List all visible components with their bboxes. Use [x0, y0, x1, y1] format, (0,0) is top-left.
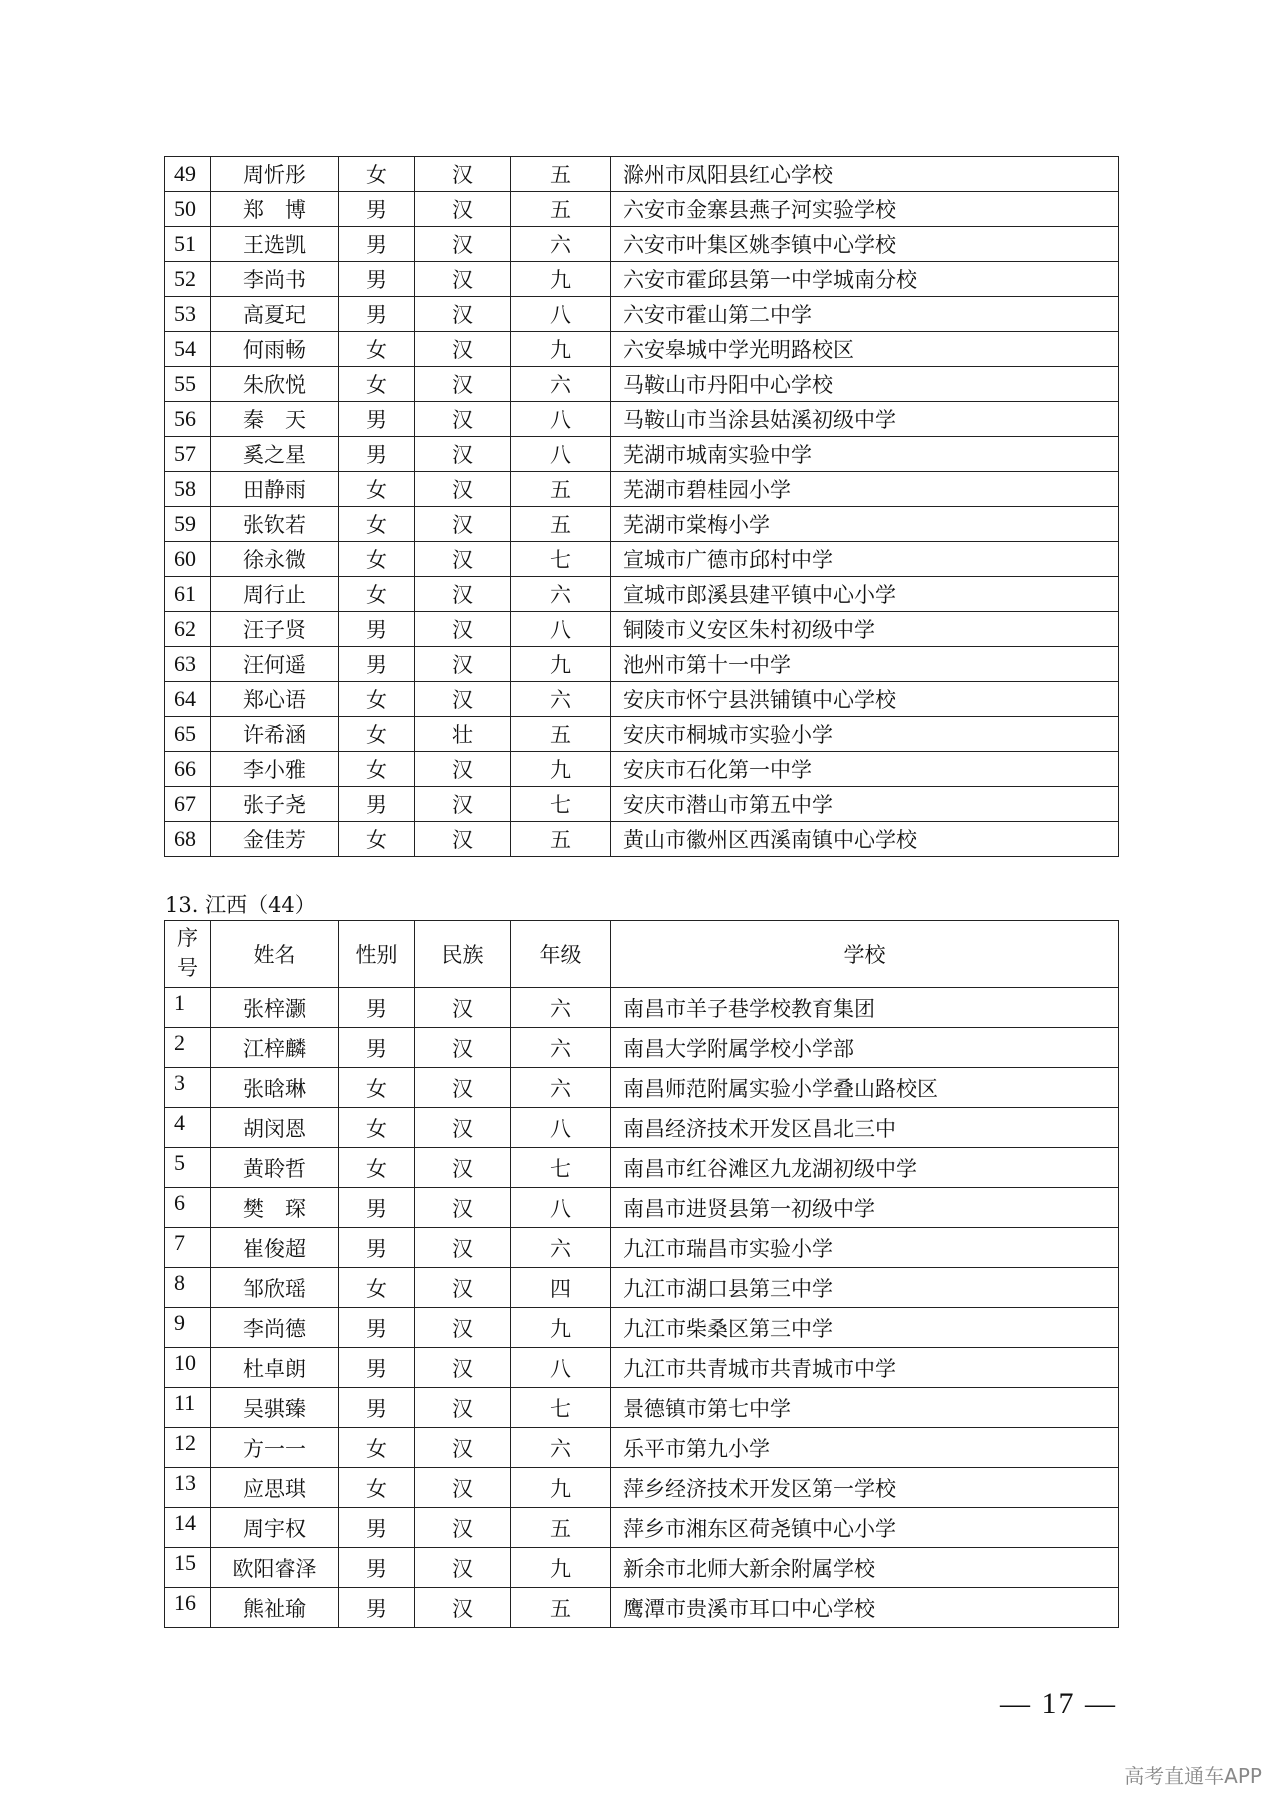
- cell-name: 王选凯: [211, 227, 339, 262]
- cell-seq: 9: [165, 1308, 211, 1348]
- cell-name: 郑心语: [211, 682, 339, 717]
- cell-grade: 五: [511, 192, 611, 227]
- cell-seq: 57: [165, 437, 211, 472]
- table-row: [165, 1588, 1119, 1628]
- cell-ethnicity: 汉: [415, 437, 511, 472]
- cell-grade: 五: [511, 1588, 611, 1628]
- cell-seq: 1: [165, 988, 211, 1028]
- table-row: [165, 297, 1119, 332]
- cell-school: 新余市北师大新余附属学校: [611, 1548, 1119, 1588]
- table-row: [165, 367, 1119, 402]
- cell-grade: 八: [511, 1188, 611, 1228]
- cell-name: 应思琪: [211, 1468, 339, 1508]
- cell-grade: 五: [511, 822, 611, 857]
- cell-school: 南昌师范附属实验小学叠山路校区: [611, 1068, 1119, 1108]
- watermark: 高考直通车APP: [1124, 1764, 1262, 1788]
- cell-grade: 八: [511, 437, 611, 472]
- cell-school: 九江市湖口县第三中学: [611, 1268, 1119, 1308]
- cell-ethnicity: 汉: [415, 472, 511, 507]
- cell-school: 马鞍山市丹阳中心学校: [611, 367, 1119, 402]
- cell-name: 周宇权: [211, 1508, 339, 1548]
- cell-ethnicity: 汉: [415, 1148, 511, 1188]
- cell-seq: 12: [165, 1428, 211, 1468]
- table-row: [165, 192, 1119, 227]
- cell-grade: 四: [511, 1268, 611, 1308]
- table-row: [165, 1068, 1119, 1108]
- header-seq-line2: 号: [177, 956, 198, 980]
- cell-ethnicity: 汉: [415, 1308, 511, 1348]
- cell-school: 安庆市潜山市第五中学: [611, 787, 1119, 822]
- cell-gender: 男: [339, 1188, 415, 1228]
- cell-gender: 男: [339, 192, 415, 227]
- cell-grade: 七: [511, 787, 611, 822]
- table-row: [165, 402, 1119, 437]
- cell-ethnicity: 汉: [415, 647, 511, 682]
- cell-seq: 52: [165, 262, 211, 297]
- cell-seq: 66: [165, 752, 211, 787]
- cell-name: 汪子贤: [211, 612, 339, 647]
- cell-ethnicity: 汉: [415, 1268, 511, 1308]
- cell-gender: 男: [339, 1348, 415, 1388]
- table-row: [165, 262, 1119, 297]
- cell-grade: 八: [511, 297, 611, 332]
- table-row: [165, 1348, 1119, 1388]
- cell-name: 方一一: [211, 1428, 339, 1468]
- cell-grade: 五: [511, 1508, 611, 1548]
- cell-gender: 女: [339, 752, 415, 787]
- cell-ethnicity: 汉: [415, 1108, 511, 1148]
- cell-school: 宣城市郎溪县建平镇中心小学: [611, 577, 1119, 612]
- cell-school: 鹰潭市贵溪市耳口中心学校: [611, 1588, 1119, 1628]
- cell-gender: 女: [339, 507, 415, 542]
- table-row: [165, 1508, 1119, 1548]
- cell-seq: 61: [165, 577, 211, 612]
- table-row: [165, 1548, 1119, 1588]
- table-row: [165, 612, 1119, 647]
- cell-ethnicity: 壮: [415, 717, 511, 752]
- cell-seq: 49: [165, 157, 211, 192]
- cell-name: 杜卓朗: [211, 1348, 339, 1388]
- header-seq-line1: 序: [177, 926, 198, 950]
- page-number: — 17 —: [1000, 1687, 1117, 1720]
- cell-seq: 4: [165, 1108, 211, 1148]
- header-name: 姓名: [211, 921, 339, 988]
- cell-ethnicity: 汉: [415, 787, 511, 822]
- cell-seq: 15: [165, 1548, 211, 1588]
- cell-ethnicity: 汉: [415, 612, 511, 647]
- cell-grade: 六: [511, 367, 611, 402]
- cell-name: 李尚书: [211, 262, 339, 297]
- cell-grade: 九: [511, 1308, 611, 1348]
- cell-school: 南昌经济技术开发区昌北三中: [611, 1108, 1119, 1148]
- cell-grade: 六: [511, 1068, 611, 1108]
- cell-seq: 6: [165, 1188, 211, 1228]
- header-gender: 性别: [339, 921, 415, 988]
- table-header-row: [165, 921, 1119, 988]
- table-row: [165, 988, 1119, 1028]
- cell-grade: 九: [511, 1468, 611, 1508]
- table-row: [165, 332, 1119, 367]
- header-seq: [165, 921, 211, 988]
- table-row: [165, 1388, 1119, 1428]
- cell-gender: 男: [339, 1508, 415, 1548]
- cell-ethnicity: 汉: [415, 1028, 511, 1068]
- cell-gender: 男: [339, 1028, 415, 1068]
- cell-seq: 50: [165, 192, 211, 227]
- cell-seq: 7: [165, 1228, 211, 1268]
- cell-name: 奚之星: [211, 437, 339, 472]
- cell-ethnicity: 汉: [415, 682, 511, 717]
- cell-seq: 14: [165, 1508, 211, 1548]
- cell-name: 熊祉瑜: [211, 1588, 339, 1628]
- cell-name: 黄聆哲: [211, 1148, 339, 1188]
- cell-gender: 女: [339, 367, 415, 402]
- cell-school: 南昌大学附属学校小学部: [611, 1028, 1119, 1068]
- cell-ethnicity: 汉: [415, 988, 511, 1028]
- cell-name: 胡闵恩: [211, 1108, 339, 1148]
- cell-gender: 女: [339, 1428, 415, 1468]
- cell-school: 六安皋城中学光明路校区: [611, 332, 1119, 367]
- cell-school: 铜陵市义安区朱村初级中学: [611, 612, 1119, 647]
- cell-grade: 七: [511, 1388, 611, 1428]
- cell-grade: 六: [511, 1428, 611, 1468]
- cell-name: 汪何遥: [211, 647, 339, 682]
- cell-grade: 六: [511, 227, 611, 262]
- cell-gender: 男: [339, 437, 415, 472]
- cell-name: 金佳芳: [211, 822, 339, 857]
- table-row: [165, 1308, 1119, 1348]
- cell-gender: 女: [339, 682, 415, 717]
- cell-ethnicity: 汉: [415, 752, 511, 787]
- cell-name: 秦 天: [211, 402, 339, 437]
- cell-name: 吴骐臻: [211, 1388, 339, 1428]
- cell-school: 芜湖市城南实验中学: [611, 437, 1119, 472]
- cell-gender: 女: [339, 542, 415, 577]
- cell-seq: 64: [165, 682, 211, 717]
- cell-gender: 男: [339, 262, 415, 297]
- cell-gender: 女: [339, 1268, 415, 1308]
- header-school: 学校: [611, 921, 1119, 988]
- roster-table-body: [165, 157, 1119, 857]
- cell-name: 江梓麟: [211, 1028, 339, 1068]
- cell-grade: 七: [511, 542, 611, 577]
- cell-grade: 九: [511, 647, 611, 682]
- cell-ethnicity: 汉: [415, 542, 511, 577]
- cell-ethnicity: 汉: [415, 402, 511, 437]
- cell-school: 安庆市桐城市实验小学: [611, 717, 1119, 752]
- header-grade: 年级: [511, 921, 611, 988]
- cell-gender: 女: [339, 1468, 415, 1508]
- cell-seq: 3: [165, 1068, 211, 1108]
- cell-ethnicity: 汉: [415, 1508, 511, 1548]
- cell-gender: 男: [339, 1588, 415, 1628]
- cell-gender: 男: [339, 988, 415, 1028]
- table-row: [165, 787, 1119, 822]
- table-row: [165, 542, 1119, 577]
- cell-school: 六安市霍邱县第一中学城南分校: [611, 262, 1119, 297]
- cell-grade: 九: [511, 332, 611, 367]
- cell-school: 景德镇市第七中学: [611, 1388, 1119, 1428]
- cell-school: 南昌市进贤县第一初级中学: [611, 1188, 1119, 1228]
- cell-name: 高夏玘: [211, 297, 339, 332]
- cell-name: 许希涵: [211, 717, 339, 752]
- cell-name: 周忻彤: [211, 157, 339, 192]
- cell-seq: 10: [165, 1348, 211, 1388]
- cell-school: 池州市第十一中学: [611, 647, 1119, 682]
- cell-grade: 七: [511, 1148, 611, 1188]
- section-title-jiangxi: 13. 江西（44）: [165, 893, 316, 917]
- cell-school: 六安市叶集区姚李镇中心学校: [611, 227, 1119, 262]
- cell-name: 朱欣悦: [211, 367, 339, 402]
- cell-grade: 五: [511, 717, 611, 752]
- table-row: [165, 1228, 1119, 1268]
- cell-name: 周行止: [211, 577, 339, 612]
- table-row: [165, 1468, 1119, 1508]
- cell-name: 徐永微: [211, 542, 339, 577]
- cell-name: 欧阳睿泽: [211, 1548, 339, 1588]
- cell-seq: 60: [165, 542, 211, 577]
- cell-gender: 女: [339, 472, 415, 507]
- cell-grade: 六: [511, 1028, 611, 1068]
- cell-name: 樊 琛: [211, 1188, 339, 1228]
- cell-name: 张钦若: [211, 507, 339, 542]
- table-row: [165, 1428, 1119, 1468]
- cell-school: 宣城市广德市邱村中学: [611, 542, 1119, 577]
- cell-name: 李尚德: [211, 1308, 339, 1348]
- cell-seq: 67: [165, 787, 211, 822]
- cell-name: 邹欣瑶: [211, 1268, 339, 1308]
- cell-school: 萍乡市湘东区荷尧镇中心小学: [611, 1508, 1119, 1548]
- cell-gender: 男: [339, 227, 415, 262]
- cell-seq: 55: [165, 367, 211, 402]
- cell-ethnicity: 汉: [415, 577, 511, 612]
- table-row: [165, 472, 1119, 507]
- roster-table-body: [165, 988, 1119, 1628]
- cell-grade: 八: [511, 1348, 611, 1388]
- table-row: [165, 1268, 1119, 1308]
- cell-grade: 六: [511, 577, 611, 612]
- cell-name: 张晗琳: [211, 1068, 339, 1108]
- cell-ethnicity: 汉: [415, 157, 511, 192]
- table-row: [165, 507, 1119, 542]
- cell-grade: 八: [511, 1108, 611, 1148]
- cell-ethnicity: 汉: [415, 1588, 511, 1628]
- cell-gender: 男: [339, 1228, 415, 1268]
- cell-grade: 五: [511, 157, 611, 192]
- cell-grade: 五: [511, 472, 611, 507]
- cell-gender: 男: [339, 787, 415, 822]
- cell-school: 南昌市羊子巷学校教育集团: [611, 988, 1119, 1028]
- cell-name: 李小雅: [211, 752, 339, 787]
- cell-grade: 八: [511, 402, 611, 437]
- table-row: [165, 1028, 1119, 1068]
- table-row: [165, 1108, 1119, 1148]
- cell-seq: 8: [165, 1268, 211, 1308]
- cell-name: 张梓灏: [211, 988, 339, 1028]
- cell-seq: 11: [165, 1388, 211, 1428]
- cell-ethnicity: 汉: [415, 367, 511, 402]
- cell-seq: 51: [165, 227, 211, 262]
- cell-gender: 男: [339, 402, 415, 437]
- cell-gender: 女: [339, 1148, 415, 1188]
- cell-seq: 13: [165, 1468, 211, 1508]
- roster-table-jiangxi: [164, 920, 1119, 1628]
- cell-ethnicity: 汉: [415, 332, 511, 367]
- table-row: [165, 752, 1119, 787]
- cell-seq: 5: [165, 1148, 211, 1188]
- cell-grade: 九: [511, 1548, 611, 1588]
- cell-grade: 八: [511, 612, 611, 647]
- cell-grade: 九: [511, 262, 611, 297]
- cell-gender: 男: [339, 612, 415, 647]
- cell-gender: 女: [339, 1068, 415, 1108]
- cell-ethnicity: 汉: [415, 1188, 511, 1228]
- cell-ethnicity: 汉: [415, 227, 511, 262]
- cell-seq: 62: [165, 612, 211, 647]
- cell-seq: 54: [165, 332, 211, 367]
- table-row: [165, 647, 1119, 682]
- cell-ethnicity: 汉: [415, 1468, 511, 1508]
- cell-grade: 六: [511, 988, 611, 1028]
- cell-school: 安庆市石化第一中学: [611, 752, 1119, 787]
- cell-seq: 16: [165, 1588, 211, 1628]
- cell-name: 何雨畅: [211, 332, 339, 367]
- cell-ethnicity: 汉: [415, 1348, 511, 1388]
- cell-school: 马鞍山市当涂县姑溪初级中学: [611, 402, 1119, 437]
- header-ethnicity: 民族: [415, 921, 511, 988]
- cell-grade: 六: [511, 682, 611, 717]
- table-row: [165, 682, 1119, 717]
- cell-school: 南昌市红谷滩区九龙湖初级中学: [611, 1148, 1119, 1188]
- cell-ethnicity: 汉: [415, 1388, 511, 1428]
- cell-ethnicity: 汉: [415, 1548, 511, 1588]
- cell-name: 张子尧: [211, 787, 339, 822]
- cell-school: 乐平市第九小学: [611, 1428, 1119, 1468]
- cell-seq: 63: [165, 647, 211, 682]
- cell-school: 九江市共青城市共青城市中学: [611, 1348, 1119, 1388]
- cell-gender: 女: [339, 157, 415, 192]
- cell-school: 黄山市徽州区西溪南镇中心学校: [611, 822, 1119, 857]
- cell-gender: 男: [339, 1548, 415, 1588]
- cell-school: 萍乡经济技术开发区第一学校: [611, 1468, 1119, 1508]
- cell-seq: 59: [165, 507, 211, 542]
- cell-seq: 68: [165, 822, 211, 857]
- cell-gender: 男: [339, 297, 415, 332]
- table-row: [165, 437, 1119, 472]
- table-row: [165, 717, 1119, 752]
- table-row: [165, 822, 1119, 857]
- cell-ethnicity: 汉: [415, 1068, 511, 1108]
- cell-school: 九江市柴桑区第三中学: [611, 1308, 1119, 1348]
- table-row: [165, 1188, 1119, 1228]
- table-row: [165, 157, 1119, 192]
- cell-school: 安庆市怀宁县洪铺镇中心学校: [611, 682, 1119, 717]
- roster-table-continued: [164, 156, 1119, 857]
- cell-gender: 女: [339, 822, 415, 857]
- cell-seq: 56: [165, 402, 211, 437]
- cell-seq: 53: [165, 297, 211, 332]
- cell-gender: 女: [339, 332, 415, 367]
- cell-name: 田静雨: [211, 472, 339, 507]
- cell-grade: 五: [511, 507, 611, 542]
- cell-name: 郑 博: [211, 192, 339, 227]
- cell-ethnicity: 汉: [415, 262, 511, 297]
- table-row: [165, 227, 1119, 262]
- cell-name: 崔俊超: [211, 1228, 339, 1268]
- cell-gender: 男: [339, 1388, 415, 1428]
- cell-gender: 女: [339, 577, 415, 612]
- cell-seq: 65: [165, 717, 211, 752]
- cell-seq: 2: [165, 1028, 211, 1068]
- cell-ethnicity: 汉: [415, 297, 511, 332]
- cell-gender: 男: [339, 647, 415, 682]
- cell-gender: 女: [339, 1108, 415, 1148]
- cell-gender: 女: [339, 717, 415, 752]
- cell-school: 滁州市凤阳县红心学校: [611, 157, 1119, 192]
- cell-school: 六安市金寨县燕子河实验学校: [611, 192, 1119, 227]
- table-row: [165, 1148, 1119, 1188]
- cell-ethnicity: 汉: [415, 1228, 511, 1268]
- cell-school: 芜湖市棠梅小学: [611, 507, 1119, 542]
- cell-school: 芜湖市碧桂园小学: [611, 472, 1119, 507]
- cell-grade: 九: [511, 752, 611, 787]
- cell-ethnicity: 汉: [415, 192, 511, 227]
- cell-school: 九江市瑞昌市实验小学: [611, 1228, 1119, 1268]
- cell-gender: 男: [339, 1308, 415, 1348]
- cell-ethnicity: 汉: [415, 822, 511, 857]
- cell-ethnicity: 汉: [415, 507, 511, 542]
- cell-grade: 六: [511, 1228, 611, 1268]
- cell-seq: 58: [165, 472, 211, 507]
- cell-school: 六安市霍山第二中学: [611, 297, 1119, 332]
- cell-ethnicity: 汉: [415, 1428, 511, 1468]
- table-row: [165, 577, 1119, 612]
